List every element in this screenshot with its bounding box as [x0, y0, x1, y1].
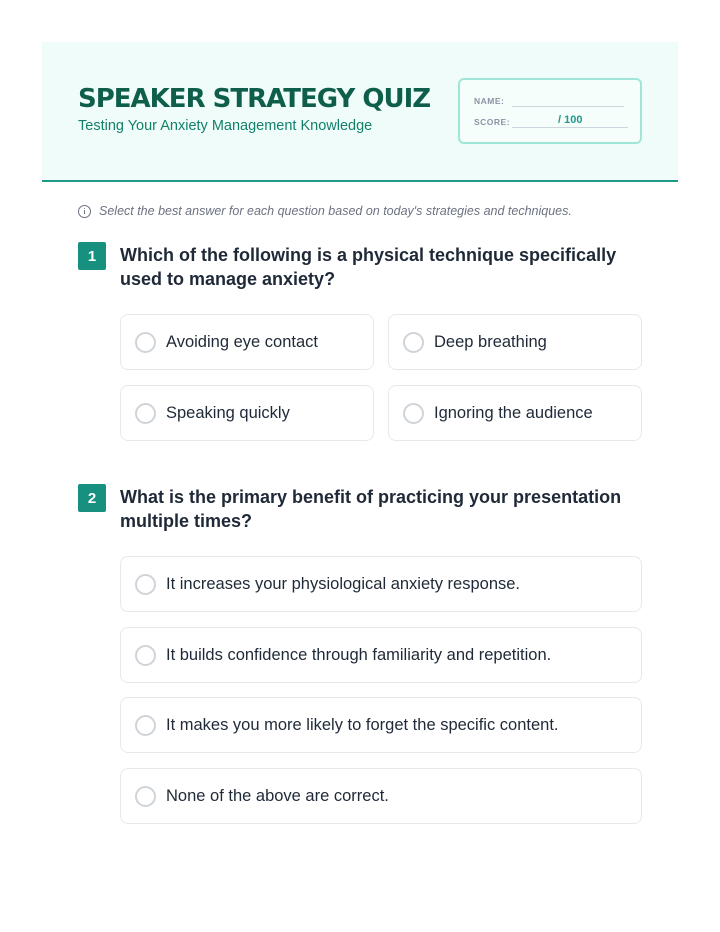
option-label: Ignoring the audience [434, 403, 593, 422]
radio-icon[interactable] [135, 715, 156, 736]
instructions-text: Select the best answer for each question based on today's strategies and techniques. [99, 204, 572, 218]
option-avoiding-eye-contact[interactable] [120, 314, 374, 370]
quiz-header [42, 42, 678, 182]
question-number: 2 [78, 484, 106, 512]
option-label: It makes you more likely to forget the specific content. [166, 715, 559, 734]
radio-icon[interactable] [403, 403, 424, 424]
option-forget-content[interactable] [120, 697, 642, 753]
score-label: SCORE: [474, 117, 511, 127]
radio-icon[interactable] [135, 574, 156, 595]
option-label: Avoiding eye contact [166, 332, 318, 351]
radio-icon[interactable] [135, 403, 156, 424]
option-label: Deep breathing [434, 332, 547, 351]
option-label: It builds confidence through familiarity and repetition. [166, 645, 552, 664]
option-label: None of the above are correct. [166, 786, 389, 805]
option-label: It increases your physiological anxiety response. [166, 574, 521, 593]
option-increases-anxiety[interactable] [120, 556, 642, 612]
info-icon [78, 205, 91, 218]
quiz-title: SPEAKER STRATEGY QUIZ [78, 84, 431, 114]
radio-icon[interactable] [135, 645, 156, 666]
radio-icon[interactable] [403, 332, 424, 353]
question-2 [78, 484, 642, 826]
option-label: Speaking quickly [166, 403, 290, 422]
question-text: Which of the following is a physical technique specifically used to manage anxiety? [120, 245, 617, 289]
instructions [78, 204, 572, 218]
question-number: 1 [78, 242, 106, 270]
option-none-correct[interactable] [120, 768, 642, 824]
name-label: NAME: [474, 96, 505, 106]
radio-icon[interactable] [135, 786, 156, 807]
option-ignoring-the-audience[interactable] [388, 385, 642, 441]
score-field[interactable] [512, 127, 628, 128]
option-builds-confidence[interactable] [120, 627, 642, 683]
option-speaking-quickly[interactable] [120, 385, 374, 441]
name-field[interactable] [512, 106, 624, 107]
question-text: What is the primary benefit of practicing your presentation multiple times? [120, 487, 622, 531]
option-deep-breathing[interactable] [388, 314, 642, 370]
quiz-subtitle: Testing Your Anxiety Management Knowledge [78, 118, 373, 134]
score-max: / 100 [558, 114, 583, 126]
question-1 [78, 242, 642, 442]
name-score-box [458, 78, 642, 144]
radio-icon[interactable] [135, 332, 156, 353]
